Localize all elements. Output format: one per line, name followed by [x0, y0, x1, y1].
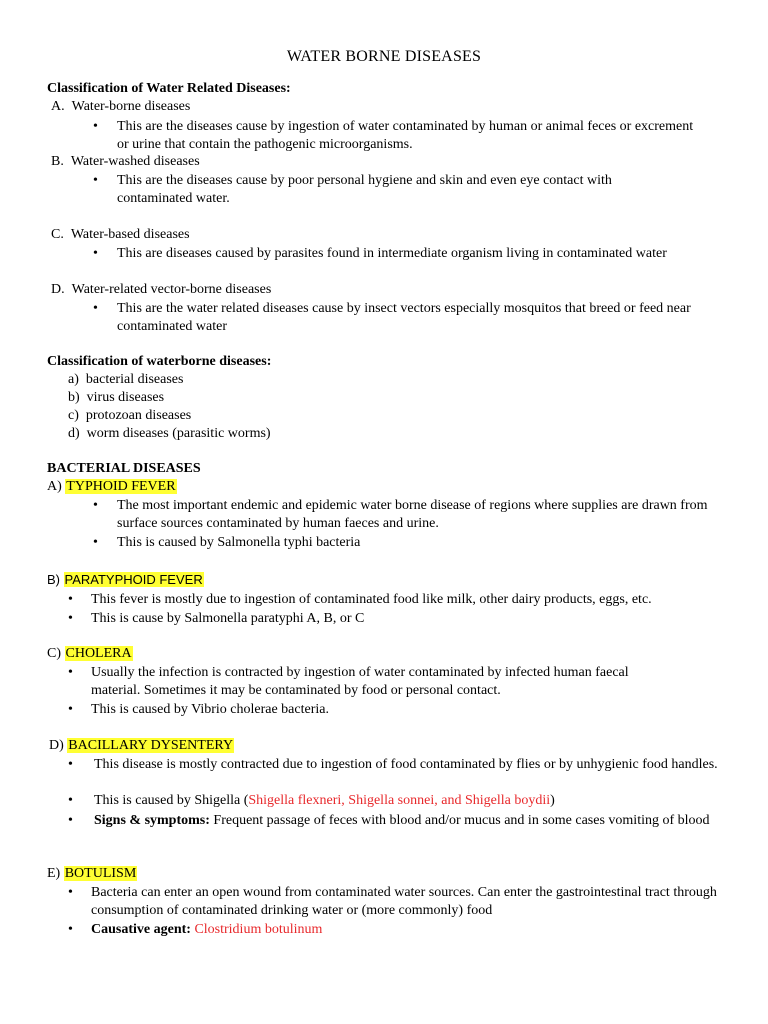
- section-heading-waterborne: Classification of waterborne diseases:: [47, 354, 272, 369]
- cholera-bullet-1: Usually the infection is contracted by ingestion of water contaminated by infected human faecal material. Sometimes it may be contaminated by food or personal contact.: [91, 665, 629, 698]
- bullet-icon: •: [93, 173, 98, 188]
- dysentery-bullet-3: Signs & symptoms: Frequent passage of feces with blood and/or mucus and in some cases vomiting of blood: [94, 813, 710, 828]
- paratyphoid-bullet-2: This is cause by Salmonella paratyphi A, B, or C: [91, 611, 365, 626]
- item-b-heading: B. Water-washed diseases: [51, 154, 200, 169]
- paratyphoid-heading: B) PARATYPHOID FEVER: [47, 572, 203, 587]
- species-names: Shigella flexneri, Shigella sonnei, and Shigella boydii: [248, 793, 551, 808]
- typhoid-heading: A) TYPHOID FEVER: [47, 479, 176, 494]
- bullet-icon: •: [93, 498, 98, 513]
- bullet-icon: •: [93, 301, 98, 316]
- highlight: BACILLARY DYSENTERY: [68, 738, 234, 753]
- item-d-bullet: This are the water related diseases cause by insect vectors especially mosquitos that breed or feed near contaminated water: [117, 301, 691, 334]
- list-item: d) worm diseases (parasitic worms): [68, 426, 271, 441]
- document-title: WATER BORNE DISEASES: [286, 48, 482, 65]
- bullet-icon: •: [68, 757, 73, 772]
- list-item: c) protozoan diseases: [68, 408, 192, 423]
- dysentery-bullet-1: This disease is mostly contracted due to ingestion of food contaminated by flies or by unhygienic food handles.: [94, 757, 718, 772]
- highlight: CHOLERA: [65, 646, 132, 661]
- cholera-heading: C) CHOLERA: [47, 646, 132, 661]
- section-heading-water-related: Classification of Water Related Diseases:: [47, 81, 291, 96]
- bullet-icon: •: [93, 246, 98, 261]
- item-b-bullet: This are the diseases cause by poor personal hygiene and skin and even eye contact with contaminated water.: [117, 173, 612, 206]
- typhoid-bullet-2: This is caused by Salmonella typhi bacteria: [117, 535, 361, 550]
- dysentery-heading: D) BACILLARY DYSENTERY: [49, 738, 234, 753]
- item-a-heading: A. Water-borne diseases: [51, 99, 191, 114]
- bullet-icon: •: [68, 592, 73, 607]
- list-item: b) virus diseases: [68, 390, 165, 405]
- cholera-bullet-2: This is caused by Vibrio cholerae bacteria.: [91, 702, 329, 717]
- item-d-heading: D. Water-related vector-borne diseases: [51, 282, 272, 297]
- bullet-icon: •: [68, 665, 73, 680]
- bullet-icon: •: [68, 611, 73, 626]
- highlight: PARATYPHOID FEVER: [64, 572, 203, 587]
- bullet-icon: •: [68, 702, 73, 717]
- dysentery-bullet-2: This is caused by Shigella (Shigella flexneri, Shigella sonnei, and Shigella boydii): [94, 793, 555, 808]
- botulism-bullet-2: Causative agent: Clostridium botulinum: [91, 922, 323, 937]
- bullet-icon: •: [68, 813, 73, 828]
- highlight: BOTULISM: [64, 866, 137, 881]
- typhoid-bullet-1: The most important endemic and epidemic water borne disease of regions where supplies are drawn from surface sources contaminated by human faeces and urine.: [117, 498, 708, 531]
- item-c-bullet: This are diseases caused by parasites found in intermediate organism living in contaminated water: [117, 246, 667, 261]
- bullet-icon: •: [68, 922, 73, 937]
- causative-agent-name: Clostridium botulinum: [190, 922, 323, 937]
- list-item: a) bacterial diseases: [68, 372, 184, 387]
- section-heading-bacterial: BACTERIAL DISEASES: [47, 461, 201, 476]
- bullet-icon: •: [68, 793, 73, 808]
- botulism-heading: E) BOTULISM: [47, 866, 137, 881]
- bullet-icon: •: [93, 535, 98, 550]
- item-c-heading: C. Water-based diseases: [51, 227, 190, 242]
- paratyphoid-bullet-1: This fever is mostly due to ingestion of contaminated food like milk, other dairy products, eggs, etc.: [91, 592, 652, 607]
- bullet-icon: •: [93, 119, 98, 134]
- bullet-icon: •: [68, 885, 73, 900]
- item-a-bullet: This are the diseases cause by ingestion of water contaminated by human or animal feces or excrement or urine that contain the pathogenic microorganisms.: [117, 119, 694, 152]
- botulism-bullet-1: Bacteria can enter an open wound from contaminated water sources. Can enter the gastrointestinal tract through consumption of contaminated drinking water or (more commonly) food: [91, 885, 717, 918]
- highlight: TYPHOID FEVER: [66, 479, 176, 494]
